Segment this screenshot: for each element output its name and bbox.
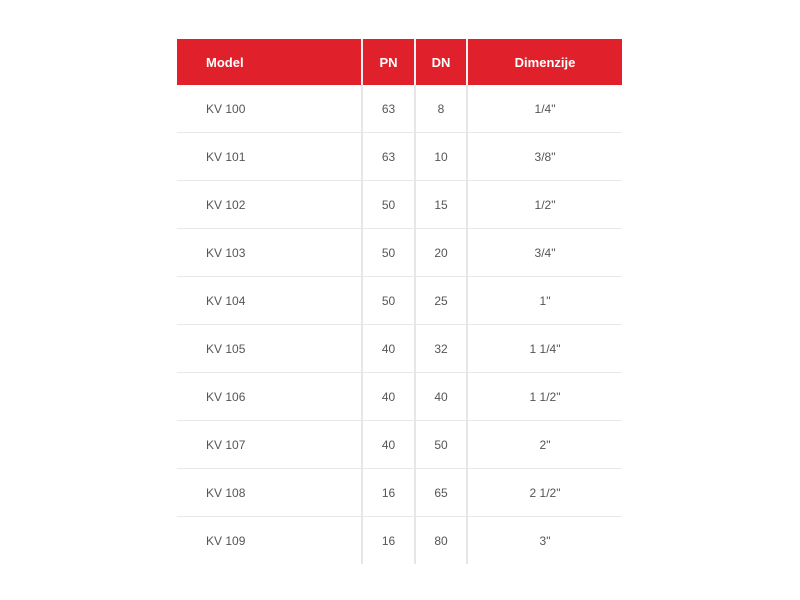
cell-dimenzije: 2 1/2" (467, 469, 622, 517)
table-body (177, 85, 622, 564)
cell-model: KV 107 (177, 421, 362, 469)
cell-dn: 65 (415, 469, 467, 517)
cell-dn: 32 (415, 325, 467, 373)
cell-pn: 50 (362, 229, 415, 277)
column-header-pn: PN (362, 39, 415, 85)
table-row (177, 517, 622, 565)
cell-dimenzije: 1 1/2" (467, 373, 622, 421)
cell-dimenzije: 1 1/4" (467, 325, 622, 373)
table-header (177, 39, 622, 85)
cell-model: KV 100 (177, 85, 362, 133)
cell-pn: 16 (362, 517, 415, 565)
cell-dimenzije: 1" (467, 277, 622, 325)
cell-model: KV 109 (177, 517, 362, 565)
cell-dimenzije: 3" (539, 533, 551, 548)
column-header-model: Model (177, 39, 362, 85)
cell-model: KV 103 (177, 229, 362, 277)
table-row (177, 325, 622, 373)
cell-dn: 10 (415, 133, 467, 181)
cell-pn: 50 (362, 181, 415, 229)
column-header-dn: DN (415, 39, 467, 85)
cell-dn: 40 (415, 373, 467, 421)
cell-dimenzije: 1/4" (467, 85, 622, 133)
cell-dn: 50 (415, 421, 467, 469)
cell-model: KV 101 (177, 133, 362, 181)
cell-dimenzije: 1/2" (467, 181, 622, 229)
cell-model: KV 108 (177, 469, 362, 517)
table-row (177, 181, 622, 229)
cell-pn: 40 (362, 325, 415, 373)
cell-dn: 8 (415, 85, 467, 133)
table-row (177, 421, 622, 469)
cell-model: KV 102 (177, 181, 362, 229)
cell-dimenzije: 3/4" (467, 229, 622, 277)
table-row (177, 133, 622, 181)
cell-pn: 63 (362, 133, 415, 181)
cell-pn: 63 (362, 85, 415, 133)
cell-dn: 20 (415, 229, 467, 277)
cell-pn: 40 (362, 373, 415, 421)
cell-dn: 80 (415, 517, 467, 565)
cell-pn: 16 (362, 469, 415, 517)
cell-dimenzije: 3/8" (467, 133, 622, 181)
header-row (177, 39, 622, 85)
column-header-dimenzije: Dimenzije (467, 39, 622, 85)
cell-dn: 25 (415, 277, 467, 325)
table-row (177, 277, 622, 325)
table-row (177, 373, 622, 421)
cell-dimenzije: 2" (467, 421, 622, 469)
cell-pn: 40 (362, 421, 415, 469)
table-row (177, 229, 622, 277)
table-row (177, 469, 622, 517)
cell-model: KV 105 (177, 325, 362, 373)
specification-table (177, 39, 622, 564)
cell-dn: 15 (415, 181, 467, 229)
cell-pn: 50 (362, 277, 415, 325)
cell-model: KV 104 (177, 277, 362, 325)
cell-model: KV 106 (177, 373, 362, 421)
table-row (177, 85, 622, 133)
